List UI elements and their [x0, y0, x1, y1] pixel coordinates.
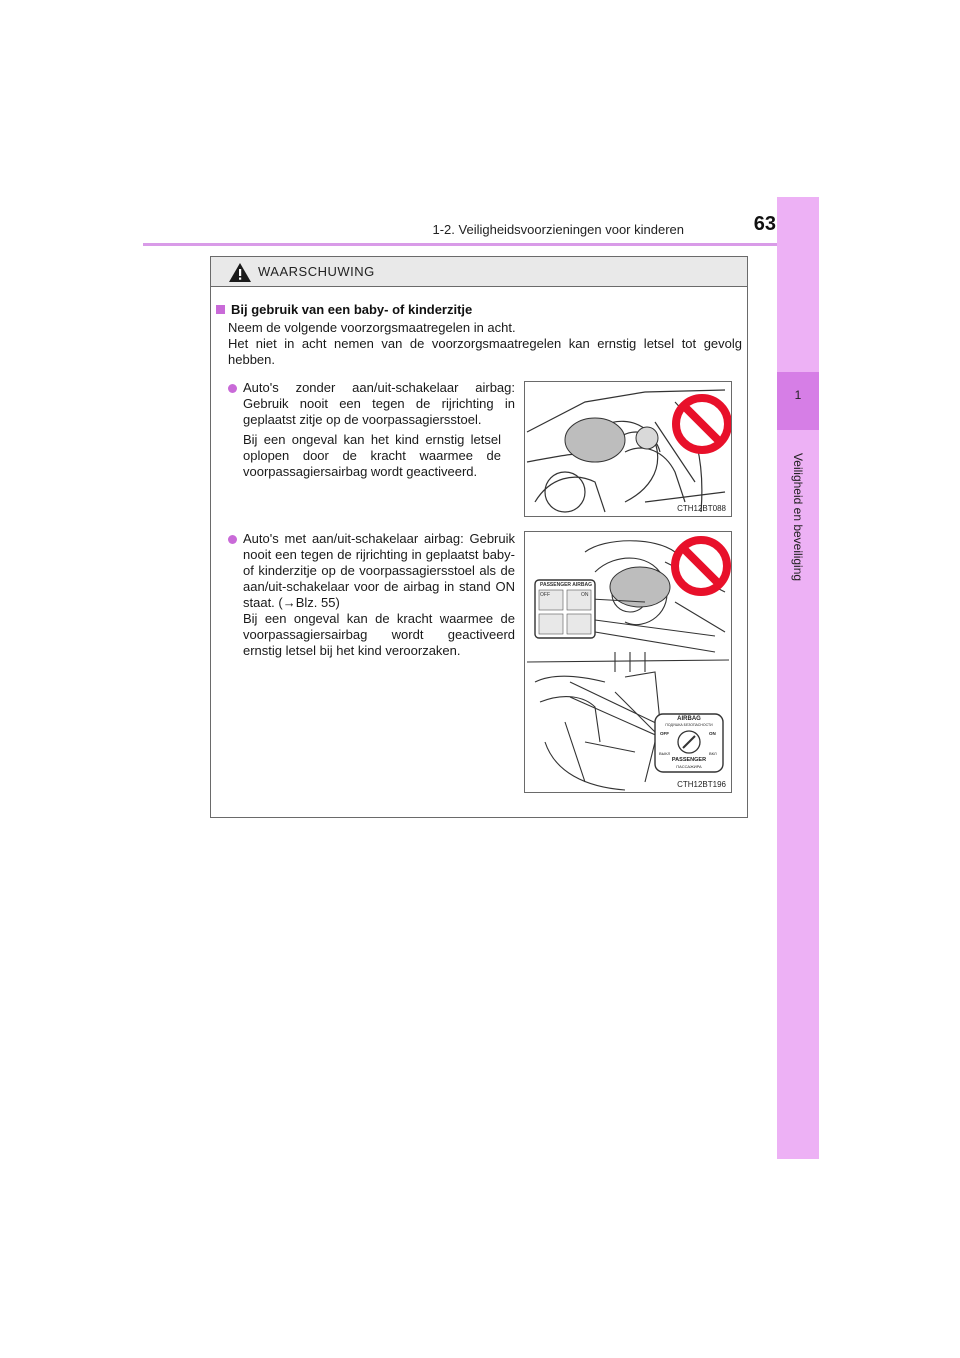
switch-title-ru: ПОДУШКА БЕЗОПАСНОСТИ: [665, 723, 713, 727]
chapter-tab: [777, 197, 819, 1159]
switch-passenger-ru-label: ПАССАЖИРА: [676, 764, 702, 769]
indicator-on: ON: [581, 592, 589, 598]
figure-airbag-switch: [524, 531, 732, 793]
item2-consequence: Bij een ongeval kan de kracht waarmee de voorpassagiersairbag wordt geactiveerd ernstig letsel bij het kind veroorzaken.: [243, 611, 515, 658]
switch-off-label: OFF: [660, 731, 669, 736]
header-rule: [143, 243, 819, 246]
switch-on-ru-label: ВКЛ: [709, 751, 717, 756]
intro-line-1: Neem de volgende voorzorgsmaatregelen in acht.: [228, 320, 516, 335]
figure-rear-facing-seat: [524, 381, 732, 517]
warning-header: [211, 257, 747, 287]
indicator-title: PASSENGER AIRBAG: [540, 582, 592, 588]
warning-title: WAARSCHUWING: [258, 264, 375, 279]
item2-text: Auto's met aan/uit-schakelaar airbag: Gebruik nooit een tegen de rijrichting in geplaatst baby- of kinderzitje op de voorpassagiersstoel als de aan/uit-schakelaar voor de airbag in stand ON staat. (→Blz. 55): [243, 531, 515, 610]
chapter-label: Veiligheid en beveiliging: [791, 452, 805, 582]
section-title: 1-2. Veiligheidsvoorzieningen voor kinderen: [432, 222, 684, 237]
chapter-number: 1: [794, 388, 802, 402]
item1-text: Auto's zonder aan/uit-schakelaar airbag: Gebruik nooit een tegen de rijrichting in geplaatst zitje op de voorpassagiersstoel.: [243, 380, 515, 427]
warning-triangle-icon: [229, 263, 251, 282]
intro-line-2: Het niet in acht nemen van de voorzorgsmaatregelen kan ernstig letsel tot gevolg hebben.: [228, 336, 742, 367]
switch-off-ru-label: ВЫКЛ: [659, 751, 671, 756]
child-seat-illustration: [525, 382, 731, 516]
airbag-switch-illustration: [525, 532, 731, 792]
item1-consequence: Bij een ongeval kan het kind ernstig letsel oplopen door de kracht waarmee de voorpassagiersairbag wordt geactiveerd.: [243, 432, 501, 479]
bullet-icon: [228, 535, 237, 544]
switch-passenger-label: PASSENGER: [671, 757, 707, 763]
page-number: 63: [753, 213, 776, 235]
section-heading: Bij gebruik van een baby- of kinderzitje: [216, 302, 472, 317]
figure-code: CTH12BT088: [677, 504, 726, 513]
switch-title: AIRBAG: [677, 716, 701, 722]
switch-on-label: ON: [709, 731, 716, 736]
indicator-off: OFF: [540, 592, 550, 598]
figure-code: CTH12BT196: [677, 780, 726, 789]
section-square-icon: [216, 305, 225, 314]
bullet-icon: [228, 384, 237, 393]
